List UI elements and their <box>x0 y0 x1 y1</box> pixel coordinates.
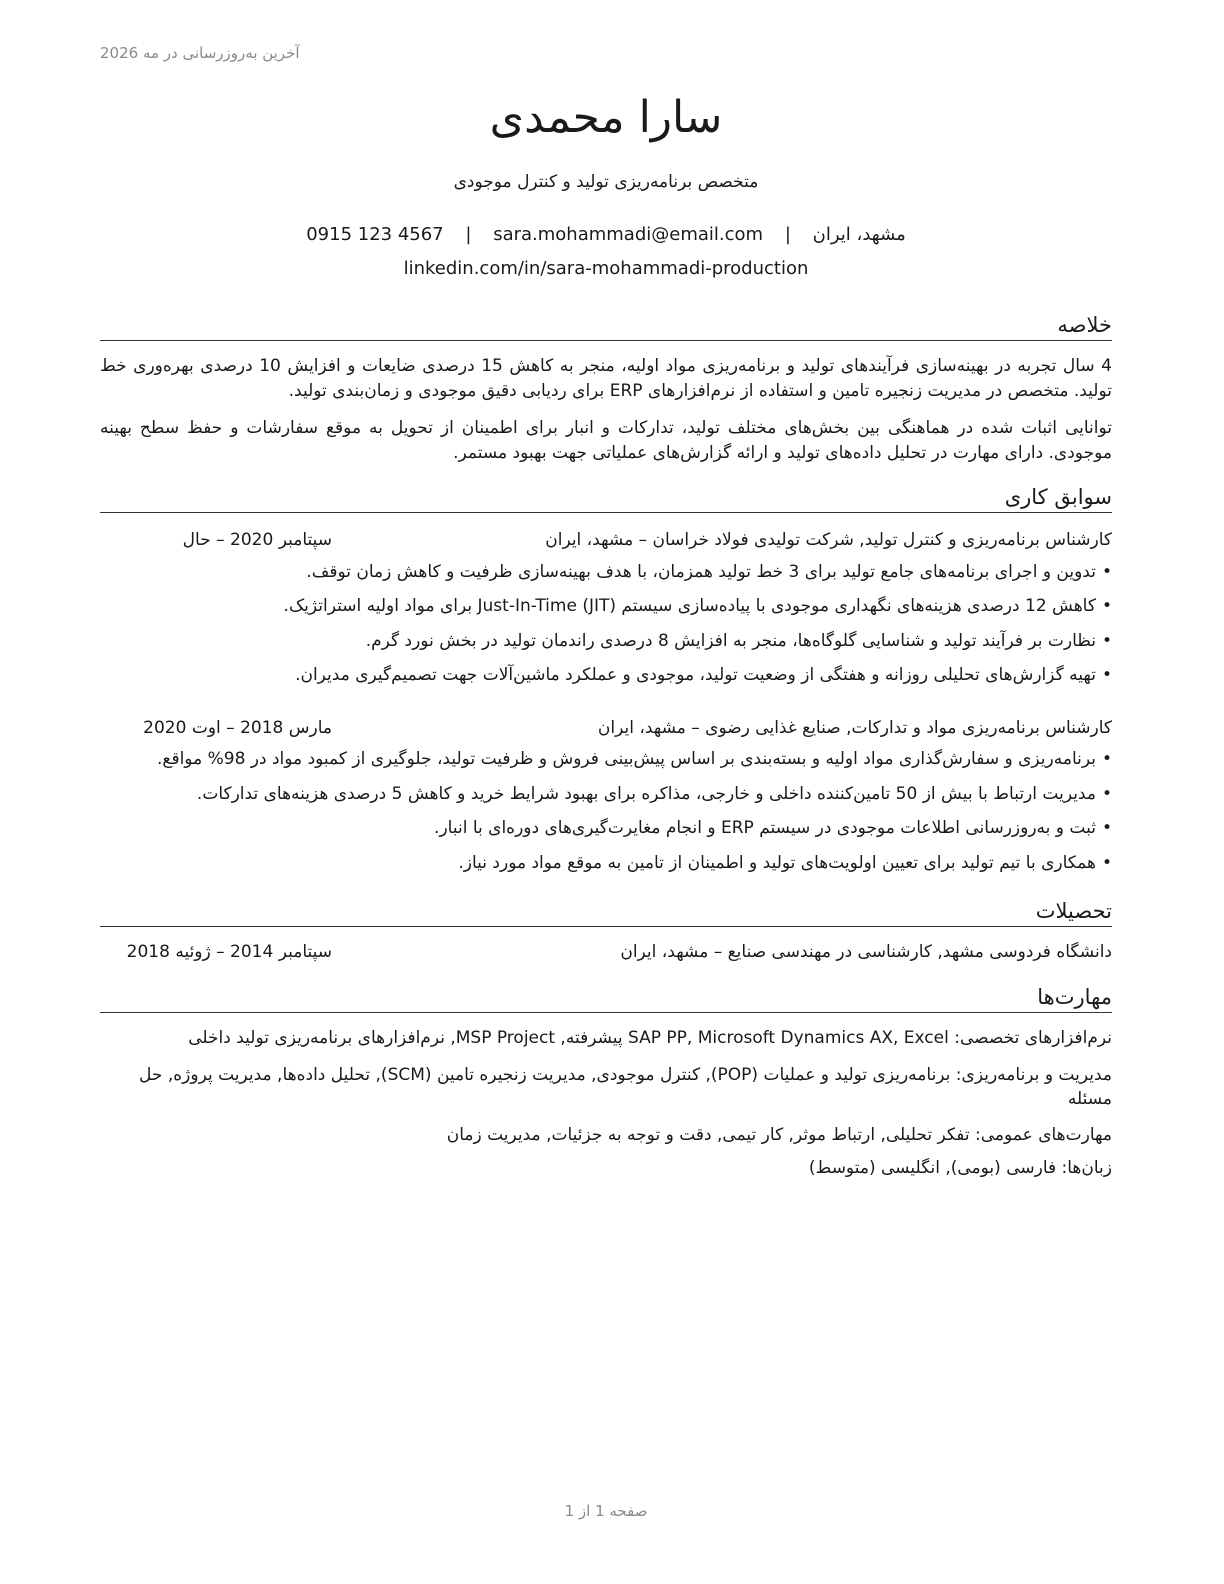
skills-line: زبان‌ها: فارسی (بومی), انگلیسی (متوسط) <box>808 1158 1112 1178</box>
bullet-text: تهیه گزارش‌های تحلیلی روزانه و هفتگی از وضعیت تولید، موجودی و عملکرد ماشین‌آلات جهت تصمیم‌گیری مدیران. <box>295 665 1096 685</box>
email-link[interactable]: sara.mohammadi@email.com <box>493 224 764 245</box>
bullet-text: ثبت و به‌روزرسانی اطلاعات موجودی در سیستم ERP و انجام مغایرت‌گیری‌های دوره‌ای با انبار. <box>434 818 1096 838</box>
bullet-text: تدوین و اجرای برنامه‌های جامع تولید برای 3 خط تولید همزمان، با هدف بهینه‌سازی ظرفیت و کاهش زمان توقف. <box>306 562 1096 582</box>
bullet-text: کاهش 12 درصدی هزینه‌های نگهداری موجودی با پیاده‌سازی سیستم Just-In-Time (JIT) برای مواد اولیه استراتژیک. <box>283 596 1096 616</box>
contact-line <box>100 224 1112 245</box>
education-dates: سپتامبر 2014 – ژوئیه 2018 <box>126 942 332 962</box>
job-dates: مارس 2018 – اوت 2020 <box>143 718 332 738</box>
job-bullet <box>82 747 1112 771</box>
bullet-text: همکاری با تیم تولید برای تعیین اولویت‌های تولید و اطمینان از تامین به موقع مواد مورد نیاز. <box>458 853 1096 873</box>
bullet-text: مدیریت ارتباط با بیش از 50 تامین‌کننده داخلی و خارجی، مذاکره برای بهبود شرایط خرید و کاهش 5 درصدی هزینه‌های تدارکات. <box>196 784 1096 804</box>
job-title: کارشناس برنامه‌ریزی مواد و تدارکات, صنایع غذایی رضوی – مشهد، ایران <box>597 718 1112 738</box>
summary-heading: خلاصه <box>100 312 1112 341</box>
experience-heading: سوابق کاری <box>100 484 1112 513</box>
location-text: مشهد، ایران <box>812 224 906 245</box>
skills-line: نرم‌افزارهای تخصصی: SAP PP, Microsoft Dynamics AX, Excel پیشرفته, MSP Project, نرم‌افزارهای برنامه‌ریزی تولید داخلی <box>188 1028 1112 1048</box>
bullet-dot-icon: • <box>1101 631 1112 651</box>
bullet-dot-icon: • <box>1101 853 1112 873</box>
linkedin-link[interactable]: linkedin.com/in/sara-mohammadi-production <box>403 258 809 279</box>
last-updated-note: آخرین به‌روزرسانی در مه 2026 <box>100 44 300 62</box>
bullet-dot-icon: • <box>1101 665 1112 685</box>
job-bullet <box>82 560 1112 584</box>
summary-paragraph: توانایی اثبات شده در هماهنگی بین بخش‌های مختلف تولید، تدارکات و انبار برای اطمینان از تحویل به موقع سفارشات و حفظ سطح بهینه موجودی. دارای مهارت در تحلیل داده‌های تولید و ارائه گزارش‌های عملیاتی جهت بهبود مستمر. <box>100 418 1112 463</box>
job-bullet <box>82 851 1112 875</box>
page-number: صفحه 1 از 1 <box>564 1502 648 1520</box>
bullet-dot-icon: • <box>1101 818 1112 838</box>
education-title: دانشگاه فردوسی مشهد, کارشناسی در مهندسی صنایع – مشهد، ایران <box>620 942 1112 962</box>
job-bullet <box>82 629 1112 653</box>
bullet-text: نظارت بر فرآیند تولید و شناسایی گلوگاه‌ها، منجر به افزایش 8 درصدی راندمان تولید در بخش نورد گرم. <box>365 631 1096 651</box>
bullet-dot-icon: • <box>1101 784 1112 804</box>
candidate-name: سارا محمدی <box>489 92 723 143</box>
resume-page <box>100 0 1112 1584</box>
skills-line: مدیریت و برنامه‌ریزی: برنامه‌ریزی تولید و عملیات (POP), کنترل موجودی, مدیریت زنجیره تامین (SCM), تحلیل داده‌ها, مدیریت پروژه, حل مسئله <box>139 1065 1112 1109</box>
job-bullet <box>82 782 1112 806</box>
job-bullet <box>82 816 1112 840</box>
job-bullet <box>82 663 1112 687</box>
skills-line: مهارت‌های عمومی: تفکر تحلیلی, ارتباط موثر, کار تیمی, دقت و توجه به جزئیات, مدیریت زمان <box>446 1125 1112 1145</box>
bullet-dot-icon: • <box>1101 749 1112 769</box>
job-bullet <box>82 594 1112 618</box>
summary-paragraph: 4 سال تجربه در بهینه‌سازی فرآیندهای تولید و برنامه‌ریزی مواد اولیه، منجر به کاهش 15 درصدی ضایعات و افزایش 10 درصدی بهره‌وری خط تولید. متخصص در مدیریت زنجیره تامین و استفاده از نرم‌افزارهای ERP برای ردیابی دقیق موجودی و زمان‌بندی تولید. <box>100 356 1112 401</box>
job-title: کارشناس برنامه‌ریزی و کنترل تولید, شرکت تولیدی فولاد خراسان – مشهد، ایران <box>545 530 1112 550</box>
bullet-dot-icon: • <box>1101 562 1112 582</box>
bullet-dot-icon: • <box>1101 596 1112 616</box>
bullet-text: برنامه‌ریزی و سفارش‌گذاری مواد اولیه و بسته‌بندی بر اساس پیش‌بینی فروش و ظرفیت تولید، جلوگیری از کمبود مواد در 98% مواقع. <box>157 749 1096 769</box>
contact-separator: | <box>465 224 472 245</box>
contact-separator: | <box>784 224 791 245</box>
education-heading: تحصیلات <box>100 898 1112 927</box>
candidate-title: متخصص برنامه‌ریزی تولید و کنترل موجودی <box>453 172 759 192</box>
job-dates: سپتامبر 2020 – حال <box>182 530 332 550</box>
skills-heading: مهارت‌ها <box>100 984 1112 1013</box>
phone-number: 0915 123 4567 <box>306 224 444 245</box>
